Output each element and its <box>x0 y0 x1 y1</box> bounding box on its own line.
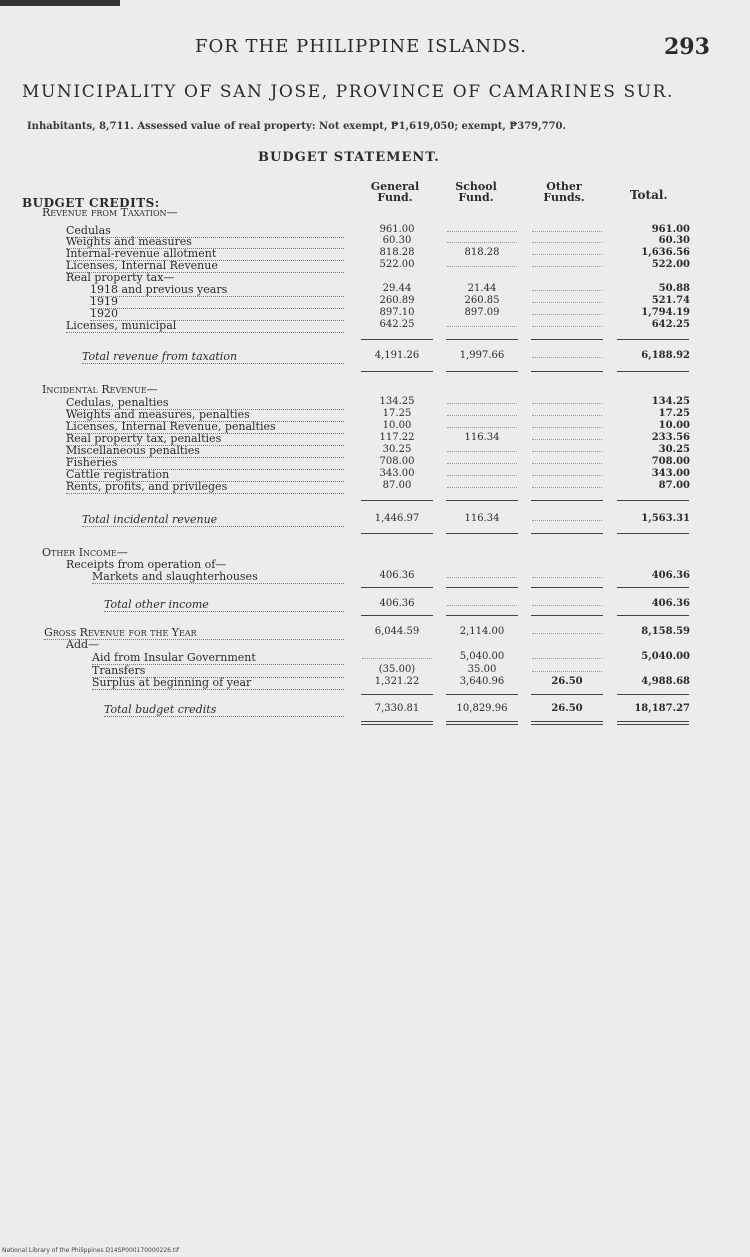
sum-rule <box>617 371 689 372</box>
table-row <box>0 307 750 319</box>
general-value: 134.25 <box>379 396 415 407</box>
table-row-gross <box>0 626 750 638</box>
sum-rule <box>531 371 603 372</box>
empty-cell <box>532 254 602 256</box>
row-label: Total revenue from taxation <box>82 350 344 364</box>
sum-rule <box>446 615 518 616</box>
empty-cell <box>532 463 602 465</box>
sum-rule <box>617 339 689 340</box>
empty-cell <box>447 266 517 268</box>
row-label: Markets and slaughterhouses <box>92 570 344 584</box>
table-row <box>0 651 750 663</box>
total-value: 961.00 <box>651 224 690 235</box>
table-row <box>0 480 750 492</box>
total-value: 17.25 <box>658 408 690 419</box>
sum-rule <box>446 533 518 534</box>
col-header-total: Total. <box>630 188 668 202</box>
table-row <box>0 235 750 247</box>
empty-cell <box>447 475 517 477</box>
row-label: Cedulas <box>66 224 344 238</box>
row-label: Surplus at beginning of year <box>92 676 344 690</box>
sum-rule <box>446 587 518 588</box>
section-budget-credits: BUDGET CREDITS: <box>22 196 160 210</box>
row-label: Transfers <box>92 664 344 678</box>
table-row <box>0 295 750 307</box>
empty-cell <box>532 520 602 522</box>
empty-cell <box>532 439 602 441</box>
empty-cell <box>447 231 517 233</box>
table-row <box>0 570 750 582</box>
general-value: 30.25 <box>382 444 412 455</box>
general-value: 343.00 <box>379 468 415 479</box>
sum-rule <box>531 587 603 588</box>
table-row <box>0 456 750 468</box>
double-rule <box>531 724 603 725</box>
total-value: 642.25 <box>651 319 690 330</box>
row-label: Cedulas, penalties <box>66 396 344 410</box>
total-value: 8,158.59 <box>641 626 690 637</box>
row-label: 1918 and previous years <box>90 283 344 297</box>
table-row <box>0 396 750 408</box>
table-row <box>0 468 750 480</box>
table-row <box>0 319 750 331</box>
double-rule <box>446 721 518 722</box>
general-value: 1,321.22 <box>374 676 420 687</box>
row-label: Cattle registration <box>66 468 344 482</box>
empty-cell <box>362 658 432 660</box>
table-row <box>0 271 750 283</box>
row-label: Licenses, Internal Revenue <box>66 259 344 273</box>
general-value: 406.36 <box>379 570 415 581</box>
general-value: 7,330.81 <box>374 703 420 714</box>
general-value: 1,446.97 <box>374 513 420 524</box>
table-row-total <box>0 598 750 610</box>
general-value: 10.00 <box>382 420 412 431</box>
total-value: 1,636.56 <box>641 247 690 258</box>
general-value: 17.25 <box>382 408 412 419</box>
school-value: 897.09 <box>464 307 500 318</box>
total-value: 134.25 <box>651 396 690 407</box>
table-row <box>0 676 750 688</box>
empty-cell <box>532 671 602 673</box>
row-label: 1919 <box>90 295 344 309</box>
general-value: 818.28 <box>379 247 415 258</box>
total-value: 18,187.27 <box>634 703 690 714</box>
table-row-total <box>0 350 750 362</box>
empty-cell <box>532 266 602 268</box>
row-label: Weights and measures <box>66 235 344 249</box>
double-rule <box>617 724 689 725</box>
school-value: 1,997.66 <box>459 350 505 361</box>
row-label: Licenses, Internal Revenue, penalties <box>66 420 344 434</box>
sum-rule <box>361 694 433 695</box>
double-rule <box>361 721 433 722</box>
empty-cell <box>532 415 602 417</box>
empty-cell <box>447 427 517 429</box>
section-revenue-taxation: Revenue from Taxation— <box>42 206 178 219</box>
total-value: 87.00 <box>658 480 690 491</box>
statement-title: BUDGET STATEMENT. <box>258 150 440 165</box>
general-value: 117.22 <box>379 432 415 443</box>
general-value: 29.44 <box>382 283 412 294</box>
total-value: 343.00 <box>651 468 690 479</box>
sum-rule <box>446 339 518 340</box>
row-label: Total incidental revenue <box>82 513 344 527</box>
general-value: 87.00 <box>382 480 412 491</box>
empty-cell <box>532 231 602 233</box>
sum-rule <box>531 339 603 340</box>
empty-cell <box>447 451 517 453</box>
double-rule <box>617 721 689 722</box>
empty-cell <box>532 487 602 489</box>
row-label: 1920 <box>90 307 344 321</box>
empty-cell <box>447 463 517 465</box>
row-label: Gross Revenue for the Year <box>44 626 344 640</box>
double-rule <box>531 721 603 722</box>
table-row <box>0 558 750 570</box>
sum-rule <box>361 587 433 588</box>
total-value: 233.56 <box>651 432 690 443</box>
scan-footer: National Library of the Philippines D14SP000170000226.tif <box>2 1247 180 1254</box>
empty-cell <box>532 451 602 453</box>
section-add: Add— <box>66 638 100 651</box>
general-value: 60.30 <box>382 235 412 246</box>
sum-rule <box>617 500 689 501</box>
empty-cell <box>532 314 602 316</box>
school-value: 21.44 <box>467 283 497 294</box>
school-value: 260.85 <box>464 295 500 306</box>
sum-rule <box>531 500 603 501</box>
general-value: 406.36 <box>379 598 415 609</box>
other-value: 26.50 <box>551 676 583 687</box>
school-value: 10,829.96 <box>456 703 508 714</box>
municipality-title: MUNICIPALITY OF SAN JOSE, PROVINCE OF CAMARINES SUR. <box>22 82 675 102</box>
school-value: 818.28 <box>464 247 500 258</box>
total-value: 406.36 <box>651 598 690 609</box>
row-label: Rents, profits, and privileges <box>66 480 344 494</box>
empty-cell <box>447 605 517 607</box>
empty-cell <box>532 302 602 304</box>
general-value: 260.89 <box>379 295 415 306</box>
empty-cell <box>447 577 517 579</box>
empty-cell <box>532 242 602 244</box>
sum-rule <box>446 694 518 695</box>
sum-rule <box>361 339 433 340</box>
row-label: Aid from Insular Government <box>92 651 344 665</box>
section-incidental: Incidental Revenue— <box>42 383 158 396</box>
table-row <box>0 432 750 444</box>
table-row <box>0 664 750 676</box>
empty-cell <box>447 487 517 489</box>
empty-cell <box>447 242 517 244</box>
table-row <box>0 283 750 295</box>
total-value: 60.30 <box>658 235 690 246</box>
empty-cell <box>532 605 602 607</box>
total-value: 50.88 <box>658 283 690 294</box>
sum-rule <box>446 371 518 372</box>
total-value: 4,988.68 <box>641 676 690 687</box>
row-label: Weights and measures, penalties <box>66 408 344 422</box>
table-row <box>0 408 750 420</box>
row-label: Total budget credits <box>104 703 344 717</box>
table-row-total <box>0 703 750 715</box>
total-value: 30.25 <box>658 444 690 455</box>
row-label: Fisheries <box>66 456 344 470</box>
school-value: 116.34 <box>464 513 500 524</box>
table-row <box>0 420 750 432</box>
empty-cell <box>532 658 602 660</box>
row-label: Miscellaneous penalties <box>66 444 344 458</box>
total-value: 1,563.31 <box>641 513 690 524</box>
school-value: 2,114.00 <box>459 626 505 637</box>
general-value: (35.00) <box>378 664 416 675</box>
sum-rule <box>531 694 603 695</box>
running-title: FOR THE PHILIPPINE ISLANDS. <box>195 36 527 57</box>
sum-rule <box>617 587 689 588</box>
empty-cell <box>447 403 517 405</box>
total-value: 6,188.92 <box>641 350 690 361</box>
general-value: 6,044.59 <box>374 626 420 637</box>
empty-cell <box>532 357 602 359</box>
general-value: 4,191.26 <box>374 350 420 361</box>
col-header-school: School Fund. <box>455 180 497 204</box>
empty-cell <box>532 577 602 579</box>
row-label: Internal-revenue allotment <box>66 247 344 261</box>
sum-rule <box>617 615 689 616</box>
general-value: 522.00 <box>379 259 415 270</box>
table-row <box>0 247 750 259</box>
table-row <box>0 444 750 456</box>
page-number: 293 <box>664 34 710 60</box>
sum-rule <box>361 500 433 501</box>
sum-rule <box>446 500 518 501</box>
total-value: 522.00 <box>651 259 690 270</box>
school-value: 3,640.96 <box>459 676 505 687</box>
double-rule <box>361 724 433 725</box>
sum-rule <box>531 533 603 534</box>
empty-cell <box>532 326 602 328</box>
total-value: 406.36 <box>651 570 690 581</box>
row-label: Licenses, municipal <box>66 319 344 333</box>
row-label: Real property tax, penalties <box>66 432 344 446</box>
sum-rule <box>361 371 433 372</box>
scan-edge-mark <box>0 0 120 6</box>
sum-rule <box>617 533 689 534</box>
total-value: 708.00 <box>651 456 690 467</box>
row-label: Receipts from operation of— <box>66 558 227 571</box>
empty-cell <box>532 290 602 292</box>
table-row <box>0 259 750 271</box>
row-label: Total other income <box>104 598 344 612</box>
empty-cell <box>532 633 602 635</box>
sum-rule <box>617 694 689 695</box>
empty-cell <box>532 427 602 429</box>
total-value: 521.74 <box>651 295 690 306</box>
total-value: 10.00 <box>658 420 690 431</box>
sum-rule <box>361 615 433 616</box>
general-value: 708.00 <box>379 456 415 467</box>
other-value: 26.50 <box>551 703 583 714</box>
general-value: 961.00 <box>379 224 415 235</box>
section-other-income: Other Income— <box>42 546 128 559</box>
row-label: Real property tax— <box>66 271 175 284</box>
empty-cell <box>447 415 517 417</box>
col-header-other: Other Funds. <box>543 180 585 204</box>
col-header-general: General Fund. <box>370 180 420 204</box>
sum-rule <box>361 533 433 534</box>
empty-cell <box>532 475 602 477</box>
total-value: 5,040.00 <box>641 651 690 662</box>
school-value: 116.34 <box>464 432 500 443</box>
total-value: 1,794.19 <box>641 307 690 318</box>
inhabitants-line: Inhabitants, 8,711. Assessed value of real property: Not exempt, ₱1,619,050; exempt, ₱379,770. <box>27 121 566 132</box>
sum-rule <box>531 615 603 616</box>
school-value: 5,040.00 <box>459 651 505 662</box>
general-value: 897.10 <box>379 307 415 318</box>
school-value: 35.00 <box>467 664 497 675</box>
double-rule <box>446 724 518 725</box>
general-value: 642.25 <box>379 319 415 330</box>
empty-cell <box>447 326 517 328</box>
table-row-total <box>0 513 750 525</box>
empty-cell <box>532 403 602 405</box>
